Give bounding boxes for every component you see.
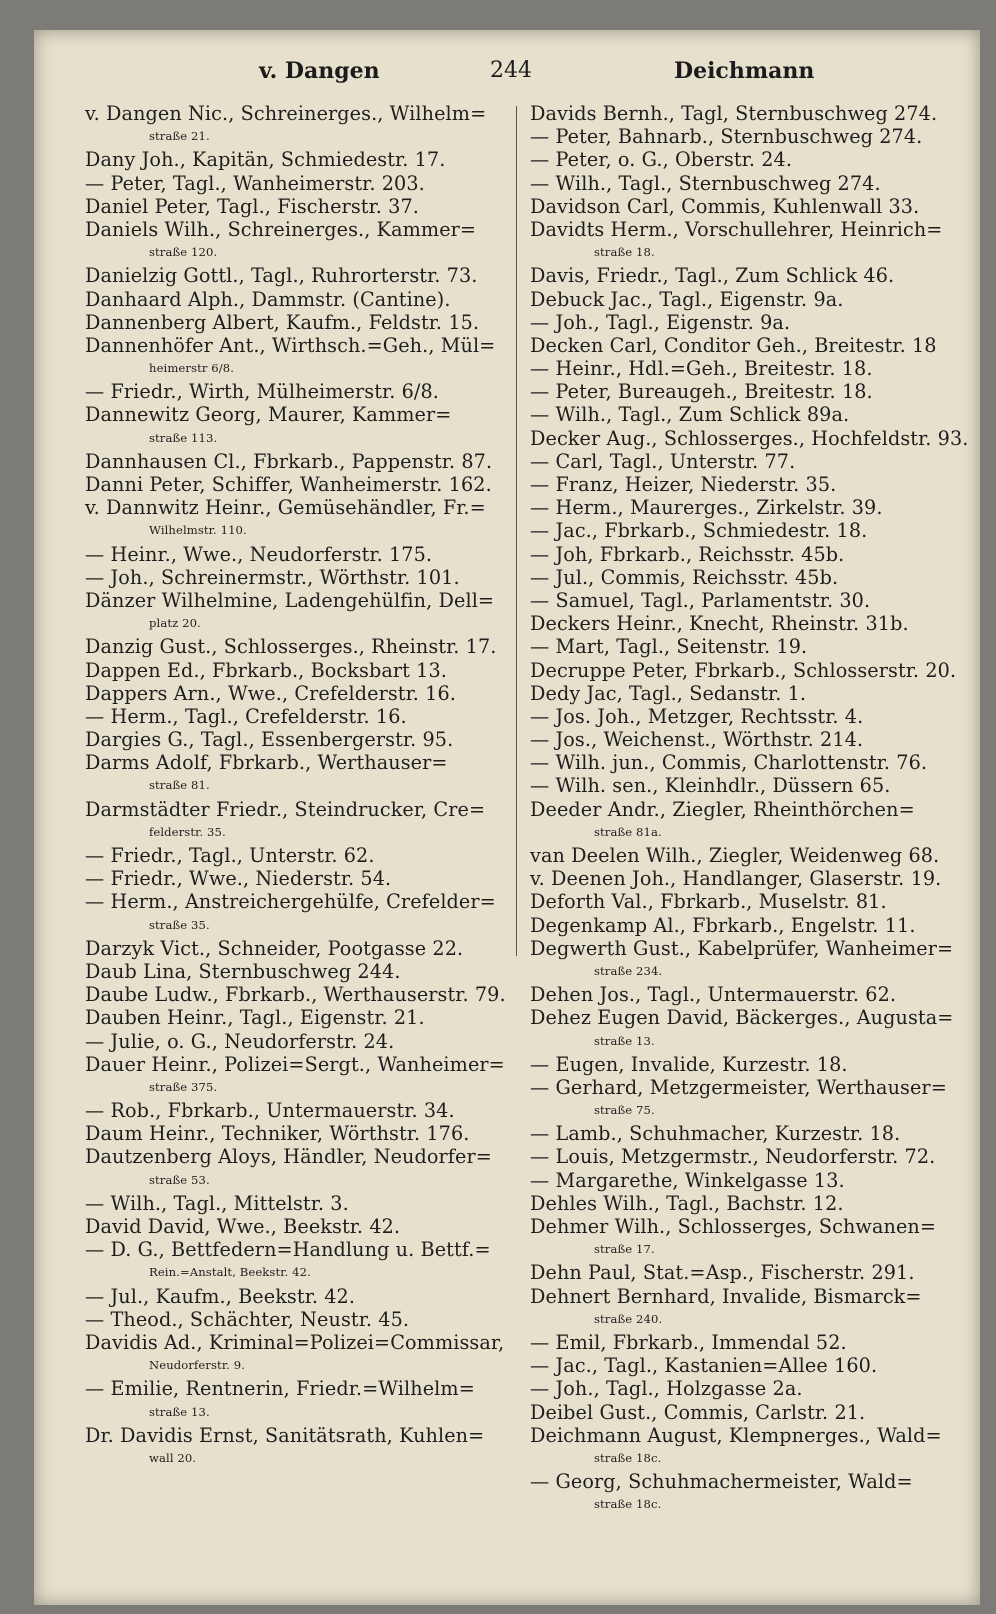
directory-entry-line: Dappers Arn., Wwe., Crefelderstr. 16.	[85, 681, 456, 705]
directory-entry-line: Darzyk Vict., Schneider, Pootgasse 22.	[85, 936, 464, 960]
directory-entry-line: Dehles Wilh., Tagl., Bachstr. 12.	[530, 1191, 844, 1215]
directory-entry-line: Davidson Carl, Commis, Kuhlenwall 33.	[530, 194, 920, 218]
directory-entry-line: Daube Ludw., Fbrkarb., Werthauserstr. 79.	[85, 983, 506, 1007]
directory-entry-line: straße 35.	[149, 917, 210, 932]
directory-entry-line: — Herm., Maurerges., Zirkelstr. 39.	[530, 496, 883, 520]
page-number: 244	[490, 58, 532, 83]
directory-entry-line: straße 17.	[594, 1242, 655, 1257]
directory-entry-line: — Eugen, Invalide, Kurzestr. 18.	[530, 1052, 848, 1076]
directory-entry-line: Daniels Wilh., Schreinerges., Kammer=	[85, 217, 477, 241]
directory-entry-line: Dautzenberg Aloys, Händler, Neudorfer=	[85, 1145, 492, 1169]
directory-entry-line: — Samuel, Tagl., Parlamentstr. 30.	[530, 588, 871, 612]
directory-entry-line: — Herm., Anstreichergehülfe, Crefelder=	[85, 890, 496, 914]
directory-entry-line: — Franz, Heizer, Niederstr. 35.	[530, 473, 837, 496]
directory-entry-line: Degenkamp Al., Fbrkarb., Engelstr. 11.	[530, 913, 916, 937]
directory-entry-line: — Peter, Tagl., Wanheimerstr. 203.	[85, 171, 425, 195]
directory-entry-line: Davids Bernh., Tagl, Sternbuschweg 274.	[530, 102, 938, 125]
directory-entry-line: Daum Heinr., Techniker, Wörthstr. 176.	[85, 1122, 470, 1146]
directory-entry-line: — Rob., Fbrkarb., Untermauerstr. 34.	[85, 1099, 455, 1123]
directory-entry-line: Decken Carl, Conditor Geh., Breitestr. 18	[530, 333, 937, 357]
directory-entry-line: felderstr. 35.	[149, 824, 226, 839]
directory-entry-line: Deforth Val., Fbrkarb., Muselstr. 81.	[530, 890, 887, 914]
left-column	[85, 102, 525, 1470]
directory-entry-line: — Jul., Kaufm., Beekstr. 42.	[85, 1284, 356, 1308]
directory-entry-line: Deichmann August, Klempnerges., Wald=	[530, 1423, 942, 1447]
directory-entry-line: van Deelen Wilh., Ziegler, Weidenweg 68.	[530, 844, 940, 867]
directory-entry-line: — Joh., Schreinermstr., Wörthstr. 101.	[85, 565, 460, 589]
directory-entry-line: straße 21.	[149, 129, 210, 144]
directory-entry-line: — Joh., Tagl., Holzgasse 2a.	[530, 1377, 803, 1401]
directory-entry-line: Dedy Jac, Tagl., Sedanstr. 1.	[530, 681, 807, 705]
directory-entry-line: — Emilie, Rentnerin, Friedr.=Wilhelm=	[85, 1377, 475, 1401]
directory-entry-line: Deckers Heinr., Knecht, Rheinstr. 31b.	[530, 612, 909, 636]
directory-entry-line: Dannhausen Cl., Fbrkarb., Pappenstr. 87.	[85, 449, 493, 473]
directory-entry-line: Decker Aug., Schlosserges., Hochfeldstr. 93.	[530, 426, 969, 450]
directory-entry-line: Dauben Heinr., Tagl., Eigenstr. 21.	[85, 1006, 425, 1030]
directory-entry-line: — Jac., Fbrkarb., Schmiedestr. 18.	[530, 519, 868, 543]
directory-entry-line: — Margarethe, Winkelgasse 13.	[530, 1168, 845, 1192]
directory-entry-line: Dänzer Wilhelmine, Ladengehülfin, Dell=	[85, 588, 495, 612]
directory-entry-line: — Gerhard, Metzgermeister, Werthauser=	[530, 1075, 947, 1099]
directory-entry-line: — Peter, Bureaugeh., Breitestr. 18.	[530, 380, 873, 404]
directory-entry-line: wall 20.	[149, 1450, 197, 1465]
directory-entry-line: Debuck Jac., Tagl., Eigenstr. 9a.	[530, 287, 844, 311]
directory-entry-line: Dehn Paul, Stat.=Asp., Fischerstr. 291.	[530, 1261, 915, 1285]
directory-entry-line: Dehnert Bernhard, Invalide, Bismarck=	[530, 1284, 922, 1308]
directory-entry-line: platz 20.	[149, 616, 201, 631]
directory-entry-line: Davis, Friedr., Tagl., Zum Schlick 46.	[530, 264, 895, 288]
directory-entry-line: Dehez Eugen David, Bäckerges., Augusta=	[530, 1006, 954, 1030]
directory-entry-line: — Peter, Bahnarb., Sternbuschweg 274.	[530, 125, 923, 149]
directory-entry-line: Neudorferstr. 9.	[149, 1358, 246, 1373]
directory-entry-line: straße 375.	[149, 1079, 218, 1094]
directory-entry-line: straße 13.	[149, 1404, 210, 1419]
directory-entry-line: Danhaard Alph., Dammstr. (Cantine).	[85, 287, 451, 311]
directory-entry-line: straße 113.	[149, 430, 218, 445]
directory-entry-line: straße 75.	[594, 1103, 655, 1118]
directory-entry-line: Rein.=Anstalt, Beekstr. 42.	[149, 1265, 311, 1280]
directory-entry-line: — Carl, Tagl., Unterstr. 77.	[530, 449, 796, 473]
directory-entry-line: — Julie, o. G., Neudorferstr. 24.	[85, 1029, 395, 1053]
directory-entry-line: straße 53.	[149, 1172, 210, 1187]
directory-entry-line: Dauer Heinr., Polizei=Sergt., Wanheimer=	[85, 1052, 505, 1076]
directory-entry-line: — Louis, Metzgermstr., Neudorferstr. 72.	[530, 1145, 936, 1169]
directory-entry-line: Dannenhöfer Ant., Wirthsch.=Geh., Mül=	[85, 333, 496, 357]
directory-entry-line: Dany Joh., Kapitän, Schmiedestr. 17.	[85, 148, 446, 172]
header-right-catchword: Deichmann	[674, 58, 815, 84]
directory-entry-line: straße 18.	[594, 245, 655, 260]
directory-entry-line: — Wilh., Tagl., Zum Schlick 89a.	[530, 403, 850, 427]
directory-entry-line: heimerstr 6/8.	[149, 361, 235, 376]
directory-entry-line: — Herm., Tagl., Crefelderstr. 16.	[85, 704, 407, 728]
directory-entry-line: v. Deenen Joh., Handlanger, Glaserstr. 19.	[530, 867, 942, 891]
directory-entry-line: — Jac., Tagl., Kastanien=Allee 160.	[530, 1354, 878, 1378]
directory-entry-line: Dr. Davidis Ernst, Sanitätsrath, Kuhlen=	[85, 1423, 485, 1447]
directory-entry-line: straße 240.	[594, 1311, 663, 1326]
directory-entry-line: Dehen Jos., Tagl., Untermauerstr. 62.	[530, 983, 897, 1007]
directory-entry-line: Decruppe Peter, Fbrkarb., Schlosserstr. 20.	[530, 658, 957, 682]
directory-entry-line: — Joh, Fbrkarb., Reichsstr. 45b.	[530, 542, 845, 566]
directory-entry-line: Degwerth Gust., Kabelprüfer, Wanheimer=	[530, 936, 954, 960]
directory-entry-line: Danielzig Gottl., Tagl., Ruhrorterstr. 73.	[85, 264, 478, 288]
directory-entry-line: Daniel Peter, Tagl., Fischerstr. 37.	[85, 194, 419, 218]
directory-entry-line: — Heinr., Wwe., Neudorferstr. 175.	[85, 542, 433, 566]
directory-entry-line: — Heinr., Hdl.=Geh., Breitestr. 18.	[530, 357, 873, 381]
directory-entry-line: — Wilh. jun., Commis, Charlottenstr. 76.	[530, 751, 928, 775]
directory-entry-line: — Peter, o. G., Oberstr. 24.	[530, 148, 793, 172]
directory-entry-line: straße 120.	[149, 245, 218, 260]
directory-entry-line: — Emil, Fbrkarb., Immendal 52.	[530, 1330, 847, 1354]
page-header	[34, 58, 980, 98]
right-column	[530, 102, 970, 1516]
directory-entry-line: straße 234.	[594, 963, 663, 978]
directory-entry-line: Danzig Gust., Schlosserges., Rheinstr. 17.	[85, 635, 497, 659]
directory-entry-line: — Jos., Weichenst., Wörthstr. 214.	[530, 728, 864, 752]
directory-entry-line: Deibel Gust., Commis, Carlstr. 21.	[530, 1400, 866, 1424]
directory-entry-line: straße 13.	[594, 1033, 655, 1048]
directory-entry-line: straße 81.	[149, 778, 210, 793]
directory-entry-line: — Lamb., Schuhmacher, Kurzestr. 18.	[530, 1122, 901, 1146]
directory-entry-line: Davidis Ad., Kriminal=Polizei=Commissar,	[85, 1330, 505, 1354]
directory-entry-line: — Theod., Schächter, Neustr. 45.	[85, 1307, 410, 1331]
directory-entry-line: Darmstädter Friedr., Steindrucker, Cre=	[85, 797, 486, 821]
directory-entry-line: — Joh., Tagl., Eigenstr. 9a.	[530, 310, 791, 334]
directory-entry-line: Dannenberg Albert, Kaufm., Feldstr. 15.	[85, 310, 480, 334]
directory-entry-line: — D. G., Bettfedern=Handlung u. Bettf.=	[85, 1238, 491, 1262]
directory-entry-line: v. Dannwitz Heinr., Gemüsehändler, Fr.=	[85, 496, 486, 520]
directory-entry-line: Wilhelmstr. 110.	[149, 523, 247, 538]
directory-entry-line: Danni Peter, Schiffer, Wanheimerstr. 162.	[85, 473, 492, 496]
directory-entry-line: Dappen Ed., Fbrkarb., Bocksbart 13.	[85, 658, 447, 682]
directory-page	[34, 30, 980, 1605]
directory-entry-line: — Wilh., Tagl., Sternbuschweg 274.	[530, 171, 881, 195]
directory-entry-line: — Jos. Joh., Metzger, Rechtsstr. 4.	[530, 704, 864, 728]
directory-entry-line: — Mart, Tagl., Seitenstr. 19.	[530, 635, 808, 659]
directory-entry-line: straße 18c.	[594, 1497, 662, 1512]
directory-entry-line: David David, Wwe., Beekstr. 42.	[85, 1215, 401, 1238]
directory-entry-line: — Wilh., Tagl., Mittelstr. 3.	[85, 1191, 349, 1215]
directory-entry-line: straße 18c.	[594, 1450, 662, 1465]
directory-entry-line: v. Dangen Nic., Schreinerges., Wilhelm=	[85, 102, 487, 125]
directory-entry-line: Dargies G., Tagl., Essenbergerstr. 95.	[85, 728, 454, 752]
directory-entry-line: Davidts Herm., Vorschullehrer, Heinrich=	[530, 217, 943, 241]
directory-entry-line: Daub Lina, Sternbuschweg 244.	[85, 959, 401, 983]
directory-entry-line: Darms Adolf, Fbrkarb., Werthauser=	[85, 751, 448, 775]
directory-entry-line: — Jul., Commis, Reichsstr. 45b.	[530, 565, 839, 589]
directory-entry-line: Dehmer Wilh., Schlosserges, Schwanen=	[530, 1215, 937, 1238]
directory-entry-line: — Friedr., Tagl., Unterstr. 62.	[85, 844, 375, 867]
directory-entry-line: — Friedr., Wwe., Niederstr. 54.	[85, 867, 392, 891]
directory-entry-line: — Wilh. sen., Kleinhdlr., Düssern 65.	[530, 774, 891, 798]
directory-entry-line: Dannewitz Georg, Maurer, Kammer=	[85, 403, 452, 427]
directory-entry-line: — Georg, Schuhmachermeister, Wald=	[530, 1470, 913, 1494]
directory-entry-line: Deeder Andr., Ziegler, Rheinthörchen=	[530, 797, 915, 821]
directory-entry-line: straße 81a.	[594, 824, 662, 839]
header-left-catchword: v. Dangen	[259, 58, 380, 84]
directory-entry-line: — Friedr., Wirth, Mülheimerstr. 6/8.	[85, 380, 439, 404]
